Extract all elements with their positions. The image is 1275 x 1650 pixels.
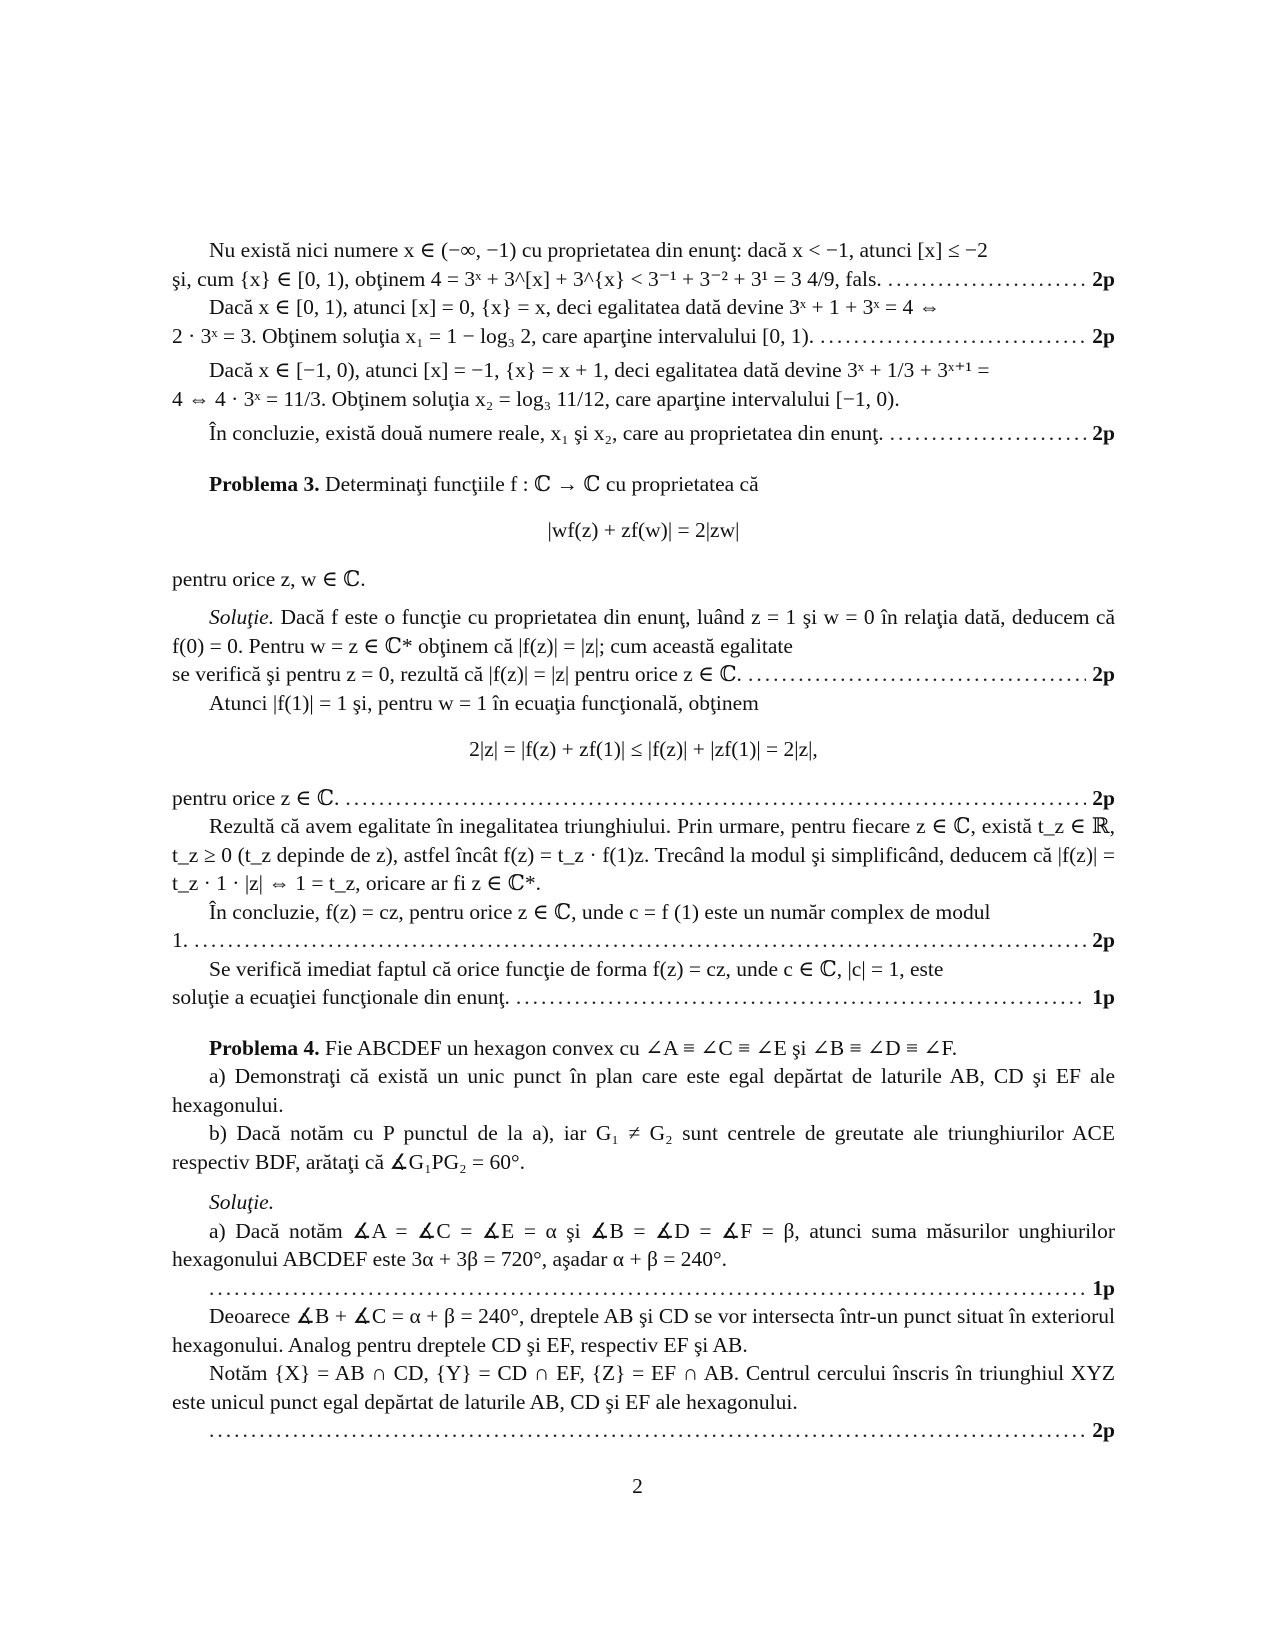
paragraph: Deoarece ∡B + ∡C = α + β = 240°, dreptele AB şi CD se vor intersecta într-un punct situat în exteriorul hexagonului. Analog pentru dreptele CD şi EF, respectiv EF şi AB. [172,1304,1115,1357]
problem-text: Determinaţi funcţiile f : ℂ → ℂ cu proprietatea că [325,471,759,496]
dot-leader [820,322,1086,351]
solution-label: Soluţie. [209,605,275,629]
text: În concluzie, există două numere reale, x₁ şi x₂, care au proprietatea din enunţ. [209,421,884,445]
dot-leader [194,926,1086,955]
points-badge: 2p [1092,1418,1115,1442]
paragraph: a) Demonstraţi că există un unic punct în plan care este egal depărtat de laturile AB, CD şi EF ale hexagonului. [172,1064,1115,1117]
paragraph: 4 ⇔ 4 · 3ˣ = 11/3. Obţinem soluţia x₂ = log₃ 11/12, care aparţine intervalului [−1, 0). [172,386,900,411]
problem-title: Problema 3. [209,471,320,496]
scored-line [172,419,1115,448]
problem-text: Fie ABCDEF un hexagon convex cu ∠A ≡ ∠C ≡ ∠E şi ∠B ≡ ∠D ≡ ∠F. [325,1035,958,1060]
text: soluţie a ecuaţiei funcţionale din enunţ. [172,985,510,1009]
paragraph: Notăm {X} = AB ∩ CD, {Y} = CD ∩ EF, {Z} = EF ∩ AB. Centrul cercului înscris în triunghiul XYZ este unicul punct egal depărtat de laturile AB, CD şi EF ale hexagonului. [172,1361,1115,1414]
scored-line [172,322,1115,351]
scored-line [172,983,1115,1012]
points-badge: 2p [1092,323,1115,348]
paragraph: Nu există nici numere x ∈ (−∞, −1) cu proprietatea din enunţ: dacă x < −1, atunci [x] ≤ −2 [209,238,988,262]
scored-line [172,660,1115,689]
solution-label: Soluţie. [209,1190,275,1214]
paragraph: pentru orice z, w ∈ ℂ. [172,566,366,591]
paragraph: În concluzie, f(z) = cz, pentru orice z ∈ ℂ, unde c = f (1) este un număr complex de modul [209,899,991,924]
dot-leader [890,419,1087,448]
points-badge: 2p [1092,785,1115,810]
dot-leader [888,265,1087,294]
text: se verifică şi pentru z = 0, rezultă că |f(z)| = |z| pentru orice z ∈ ℂ. [172,662,742,686]
points-badge: 2p [1092,928,1115,952]
paragraph: Dacă x ∈ [0, 1), atunci [x] = 0, {x} = x, deci egalitatea dată devine 3ˣ + 1 + 3ˣ = 4 ⇔ [209,295,941,319]
dot-leader [516,983,1086,1012]
dot-leader [345,784,1086,813]
paragraph: Rezultă că avem egalitate în inegalitatea triunghiului. Prin urmare, pentru fiecare z ∈ ℂ, există t_z ∈ ℝ, t_z ≥ 0 (t_z depinde de z), astfel încât f(z) = t_z · f(1)z. Trecând la modul şi simplificând, deducem că |f(z)| = t_z · 1 · |z| ⇔ 1 = t_z, oricare ar fi z ∈ ℂ*. [172,814,1115,895]
dot-leader [209,1416,1086,1445]
paragraph: Dacă x ∈ [−1, 0), atunci [x] = −1, {x} = x + 1, deci egalitatea dată devine 3ˣ + 1/3 + 3ˣ⁺¹ = [209,358,990,382]
scored-line [172,926,1115,955]
dot-leader [209,1274,1086,1303]
display-equation: |wf(z) + zf(w)| = 2|zw| [547,518,740,542]
page-content [172,236,1115,1445]
paragraph: Atunci |f(1)| = 1 şi, pentru w = 1 în ecuaţia funcţională, obţinem [209,690,759,715]
dot-leader [748,660,1086,689]
text: 2 · 3ˣ = 3. Obţinem soluţia x₁ = 1 − log₃ 2, care aparţine intervalului [0, 1). [172,323,815,348]
scored-line [172,1416,1115,1445]
paragraph: Se verifică imediat faptul că orice funcţie de forma f(z) = cz, unde c ∈ ℂ, |c| = 1, este [209,956,944,981]
solution-paragraph [172,603,1115,660]
problem-statement [172,470,1115,499]
scored-line [172,265,1115,294]
display-equation: 2|z| = |f(z) + zf(1)| ≤ |f(z)| + |zf(1)| = 2|z|, [469,737,818,761]
text: 1. [172,928,189,952]
problem-title: Problema 4. [209,1035,320,1060]
text: pentru orice z ∈ ℂ. [172,785,340,810]
points-badge: 2p [1092,266,1115,291]
text: Dacă f este o funcţie cu proprietatea din enunţ, luând z = 1 şi w = 0 în relaţia dată, deducem că f(0) = 0. Pentru w = z ∈ ℂ* obţinem că |f(z)| = |z|; cum această egalitate [172,605,1115,658]
scored-line [172,1274,1115,1303]
page-number: 2 [632,1474,643,1498]
scored-line [172,784,1115,813]
text: şi, cum {x} ∈ [0, 1), obţinem 4 = 3ˣ + 3^[x] + 3^{x} < 3⁻¹ + 3⁻² + 3¹ = 3 4/9, fals. [172,266,882,291]
points-badge: 1p [1092,1275,1115,1300]
paragraph: a) Dacă notăm ∡A = ∡C = ∡E = α şi ∡B = ∡D = ∡F = β, atunci suma măsurilor unghiurilor hexagonului ABCDEF este 3α + 3β = 720°, aşadar α + β = 240°. [172,1218,1115,1271]
problem-statement [172,1034,1115,1063]
points-badge: 2p [1092,662,1115,686]
paragraph: b) Dacă notăm cu P punctul de la a), iar G₁ ≠ G₂ sunt centrele de greutate ale triunghiurilor ACE respectiv BDF, arătaţi că ∡G₁PG₂ = 60°. [172,1121,1115,1174]
points-badge: 2p [1092,421,1115,445]
points-badge: 1p [1092,985,1115,1009]
